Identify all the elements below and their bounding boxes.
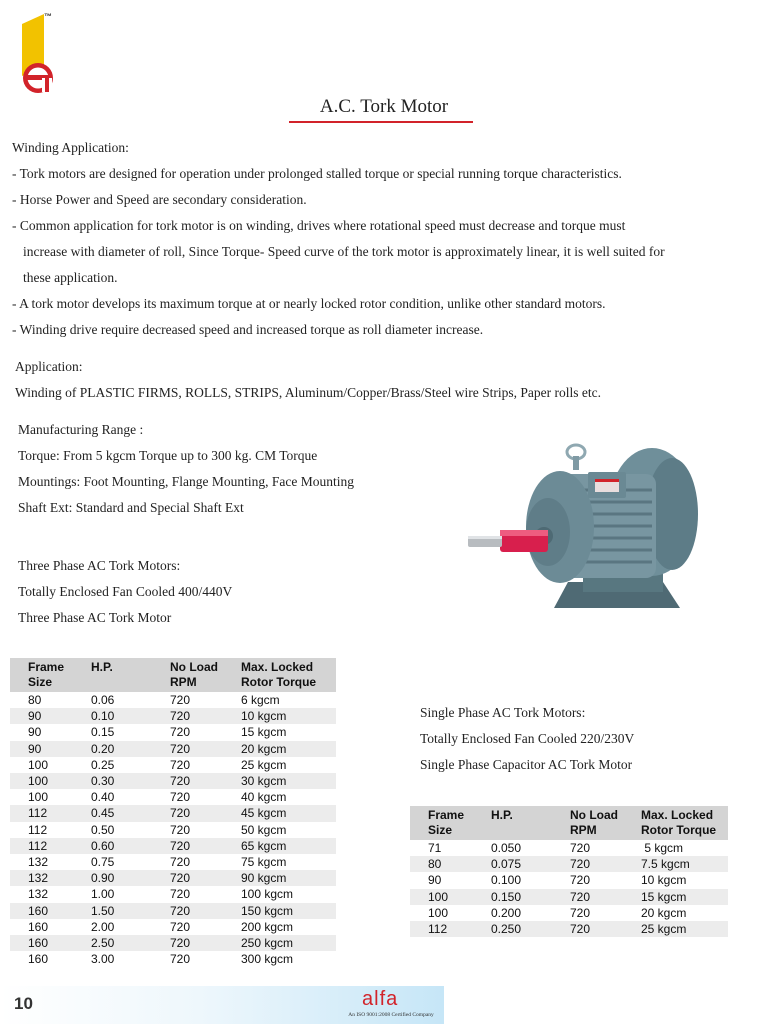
column-header-hp xyxy=(473,806,552,840)
header-label: Max. Locked xyxy=(241,660,314,674)
column-header-frame xyxy=(10,658,73,692)
header-label: H.P. xyxy=(91,660,113,674)
manufacturing-heading: Manufacturing Range : xyxy=(18,422,144,437)
table-row xyxy=(10,805,336,821)
three-phase-line: Totally Enclosed Fan Cooled 400/440V xyxy=(18,584,233,599)
table-cell: 720 xyxy=(570,873,591,888)
winding-line: - A tork motor develops its maximum torque at or nearly locked rotor condition, unlike other standard motors. xyxy=(12,296,606,311)
table-cell: 720 xyxy=(152,708,223,724)
table-cell: 720 xyxy=(170,790,191,805)
table-cell: 1.00 xyxy=(91,887,115,902)
table-cell: 6 kgcm xyxy=(241,693,280,707)
table-cell: 112 xyxy=(10,805,73,821)
table-cell: 200 kgcm xyxy=(241,919,294,934)
table-cell: 0.25 xyxy=(91,757,115,772)
manufacturing-line: Mountings: Foot Mounting, Flange Mounting, Face Mounting xyxy=(18,474,355,489)
table-cell: 720 xyxy=(152,773,223,789)
table-cell: 2.50 xyxy=(73,935,152,951)
column-header-torque xyxy=(223,658,336,692)
table-cell: 75 kgcm xyxy=(241,855,287,870)
table-cell: 720 xyxy=(152,741,223,757)
table-cell: 150 kgcm xyxy=(223,903,336,919)
table-cell: 720 xyxy=(552,889,623,905)
table-cell: 100 xyxy=(28,790,49,805)
table-row xyxy=(10,886,336,902)
table-cell: 0.50 xyxy=(91,822,115,837)
table-cell: 0.200 xyxy=(491,905,522,920)
table-cell: 720 xyxy=(170,887,191,902)
table-cell: 0.06 xyxy=(91,693,115,707)
table-cell: 720 xyxy=(152,935,223,951)
table-row xyxy=(10,870,336,886)
table-cell: 0.100 xyxy=(491,873,522,888)
table-cell: 720 xyxy=(170,855,191,870)
table-header-row xyxy=(410,806,728,840)
table-cell: 160 xyxy=(10,935,73,951)
winding-heading: Winding Application: xyxy=(12,140,129,155)
winding-line: increase with diameter of roll, Since Torque- Speed curve of the tork motor is approximately linear, it is well suited for xyxy=(23,244,665,259)
table-cell: 20 kgcm xyxy=(223,741,336,757)
header-label: No Load xyxy=(570,808,618,822)
table-row xyxy=(10,951,336,967)
table-cell: 160 xyxy=(10,903,73,919)
winding-line: - Winding drive require decreased speed and increased torque as roll diameter increase. xyxy=(12,322,484,337)
table-cell: 65 kgcm xyxy=(223,838,336,854)
table-cell: 3.00 xyxy=(91,952,115,967)
motor-image xyxy=(458,432,708,616)
iso-certification: An ISO 9001:2008 Certified Company xyxy=(348,1012,434,1018)
table-cell: 45 kgcm xyxy=(223,805,336,821)
table-cell: 160 xyxy=(28,919,49,934)
three-phase-line: Three Phase AC Tork Motor xyxy=(18,610,172,625)
table-cell: 15 kgcm xyxy=(623,889,728,905)
table-cell: 100 xyxy=(410,889,473,905)
table-cell: 7.5 kgcm xyxy=(623,856,728,872)
manufacturing-line: Shaft Ext: Standard and Special Shaft Ext xyxy=(18,500,244,515)
header-label: Size xyxy=(28,675,53,689)
table-cell: 250 kgcm xyxy=(223,935,336,951)
winding-line: - Common application for tork motor is on winding, drives where rotational speed must decrease and torque must xyxy=(12,218,626,233)
table-row xyxy=(10,822,336,838)
table-cell: 720 xyxy=(152,870,223,886)
table-row xyxy=(10,903,336,919)
application-heading: Application: xyxy=(15,359,83,374)
table-cell: 40 kgcm xyxy=(241,790,287,805)
trademark-mark: ™ xyxy=(44,12,52,21)
header-label: Size xyxy=(428,823,453,837)
table-cell: 720 xyxy=(152,805,223,821)
table-row xyxy=(10,724,336,740)
table-cell: 5 kgcm xyxy=(641,841,684,855)
table-cell: 720 xyxy=(152,838,223,854)
page-number: 10 xyxy=(14,994,33,1013)
three-phase-heading: Three Phase AC Tork Motors: xyxy=(18,558,181,573)
table-cell: 720 xyxy=(170,822,191,837)
table-row xyxy=(10,692,336,708)
table-cell: 2.00 xyxy=(91,919,115,934)
single-phase-line: Totally Enclosed Fan Cooled 220/230V xyxy=(420,731,635,746)
table-cell: 112 xyxy=(28,822,48,837)
winding-section xyxy=(12,135,752,345)
table-cell: 50 kgcm xyxy=(241,822,287,837)
table-cell: 100 xyxy=(10,773,73,789)
winding-line: - Horse Power and Speed are secondary consideration. xyxy=(12,192,307,207)
table-cell: 0.075 xyxy=(473,856,552,872)
table-row xyxy=(10,919,336,935)
table-cell: 0.45 xyxy=(73,805,152,821)
application-section xyxy=(15,354,755,406)
page-title: A.C. Tork Motor xyxy=(319,96,449,117)
single-phase-table xyxy=(410,806,728,937)
table-cell: 0.15 xyxy=(91,725,115,740)
table-row xyxy=(410,905,728,921)
table-row xyxy=(10,757,336,773)
table-row xyxy=(10,708,336,724)
header-label: RPM xyxy=(570,823,597,837)
table-cell: 90 xyxy=(28,725,42,740)
table-row xyxy=(10,789,336,805)
header-label: Frame xyxy=(28,660,65,674)
table-cell: 0.75 xyxy=(91,855,115,870)
table-cell: 720 xyxy=(570,905,591,920)
table-cell: 0.10 xyxy=(73,708,152,724)
table-cell: 132 xyxy=(10,870,73,886)
column-header-frame xyxy=(410,806,473,840)
single-phase-heading: Single Phase AC Tork Motors: xyxy=(420,705,586,720)
table-row xyxy=(10,741,336,757)
table-cell: 100 xyxy=(28,757,49,772)
column-header-torque xyxy=(623,806,728,840)
brand-logo-text: alfa xyxy=(362,988,399,1010)
table-cell: 20 kgcm xyxy=(641,905,687,920)
table-cell: 90 xyxy=(10,708,73,724)
table-cell: 90 kgcm xyxy=(223,870,336,886)
column-header-rpm xyxy=(152,658,223,692)
column-header-hp xyxy=(73,658,152,692)
table-row xyxy=(10,935,336,951)
table-cell: 25 kgcm xyxy=(623,921,728,937)
header-label: H.P. xyxy=(491,808,513,822)
alfa-logo-icon xyxy=(18,14,62,96)
table-cell: 0.20 xyxy=(73,741,152,757)
table-cell: 0.30 xyxy=(73,773,152,789)
table-cell: 720 xyxy=(170,952,191,967)
table-cell: 160 xyxy=(28,952,49,967)
table-cell: 0.40 xyxy=(91,790,115,805)
table-cell: 80 xyxy=(28,693,42,707)
table-cell: 90 xyxy=(428,873,442,888)
table-cell: 100 xyxy=(428,905,449,920)
table-cell: 112 xyxy=(10,838,73,854)
table-row xyxy=(410,856,728,872)
header-label: Rotor Torque xyxy=(641,823,717,837)
table-row xyxy=(10,838,336,854)
three-phase-table xyxy=(10,658,336,967)
table-cell: 112 xyxy=(410,921,473,937)
table-cell: 15 kgcm xyxy=(241,725,287,740)
table-cell: 100 kgcm xyxy=(241,887,294,902)
table-cell: 720 xyxy=(552,856,623,872)
table-cell: 0.150 xyxy=(473,889,552,905)
table-cell: 720 xyxy=(570,841,591,855)
table-cell: 720 xyxy=(170,693,191,707)
table-row xyxy=(410,921,728,937)
single-phase-line: Single Phase Capacitor AC Tork Motor xyxy=(420,757,633,772)
table-cell: 0.050 xyxy=(491,841,522,855)
manufacturing-section xyxy=(18,417,438,521)
table-cell: 90 xyxy=(10,741,73,757)
table-cell: 30 kgcm xyxy=(223,773,336,789)
table-cell: 0.60 xyxy=(73,838,152,854)
table-cell: 720 xyxy=(170,757,191,772)
manufacturing-line: Torque: From 5 kgcm Torque up to 300 kg. CM Torque xyxy=(18,448,318,463)
header-label: RPM xyxy=(170,675,197,689)
table-cell: 720 xyxy=(170,725,191,740)
winding-line: these application. xyxy=(23,270,118,285)
single-phase-section xyxy=(420,700,750,778)
table-cell: 720 xyxy=(170,919,191,934)
table-row xyxy=(410,889,728,905)
table-cell: 71 xyxy=(428,841,442,855)
table-row xyxy=(10,773,336,789)
three-phase-section xyxy=(18,553,438,631)
header-label: Rotor Torque xyxy=(241,675,317,689)
table-cell: 0.250 xyxy=(473,921,552,937)
table-cell: 1.50 xyxy=(73,903,152,919)
table-header-row xyxy=(10,658,336,692)
title-underline xyxy=(289,121,473,123)
application-text: Winding of PLASTIC FIRMS, ROLLS, STRIPS, Aluminum/Copper/Brass/Steel wire Strips, Paper rolls etc. xyxy=(15,385,601,400)
header-label: Frame xyxy=(428,808,465,822)
header-label: No Load xyxy=(170,660,218,674)
table-cell: 300 kgcm xyxy=(241,952,294,967)
table-cell: 80 xyxy=(410,856,473,872)
table-cell: 720 xyxy=(152,903,223,919)
header-label: Max. Locked xyxy=(641,808,714,822)
column-header-rpm xyxy=(552,806,623,840)
table-cell: 10 kgcm xyxy=(223,708,336,724)
table-cell: 0.90 xyxy=(73,870,152,886)
table-row xyxy=(410,872,728,888)
table-row xyxy=(10,854,336,870)
winding-line: - Tork motors are designed for operation under prolonged stalled torque or special running torque characteristics. xyxy=(12,166,622,181)
table-cell: 10 kgcm xyxy=(641,873,687,888)
table-cell: 25 kgcm xyxy=(241,757,287,772)
table-row xyxy=(410,840,728,856)
table-cell: 132 xyxy=(28,887,49,902)
table-cell: 720 xyxy=(552,921,623,937)
table-cell: 132 xyxy=(28,855,49,870)
